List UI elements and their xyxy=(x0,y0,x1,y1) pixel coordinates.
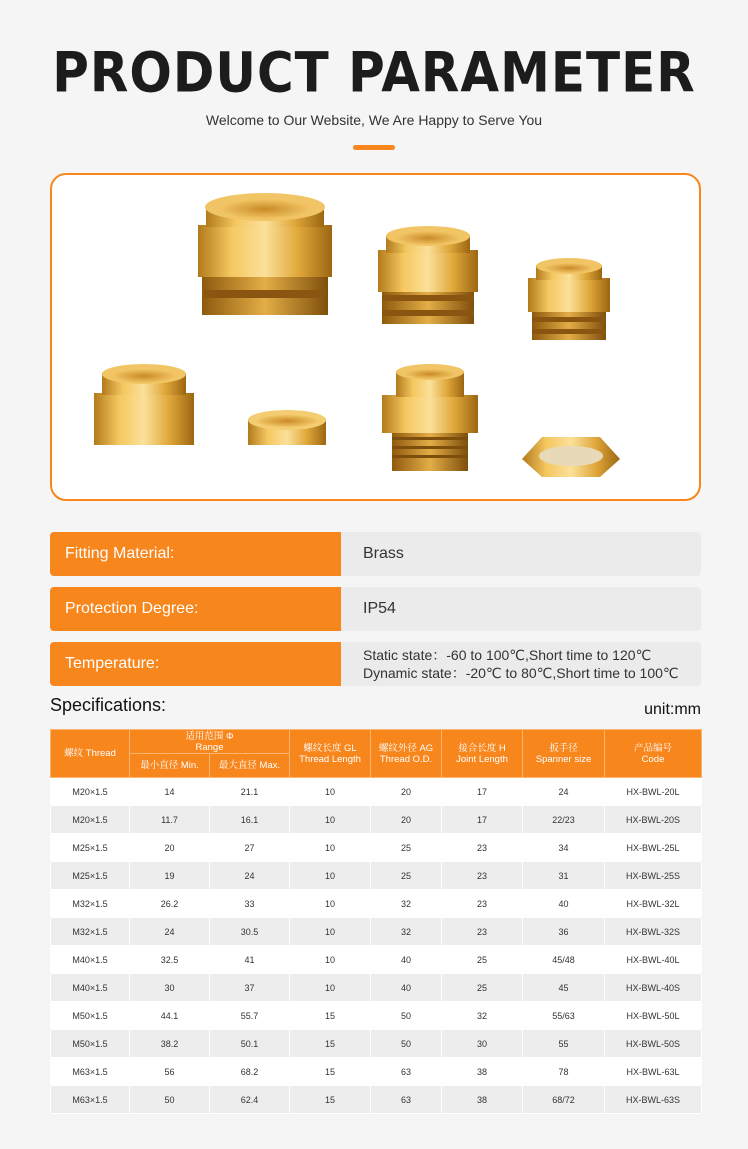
cell-spanner-size: 55/63 xyxy=(523,1002,605,1030)
param-row-temperature xyxy=(50,642,701,686)
cell-thread-od: 32 xyxy=(371,890,442,918)
cell-thread: M40×1.5 xyxy=(51,946,130,974)
cell-thread: M20×1.5 xyxy=(51,806,130,834)
param-value: Brass xyxy=(341,532,701,576)
cell-spanner-size: 24 xyxy=(523,778,605,806)
table-row xyxy=(51,834,702,862)
cell-max: 24 xyxy=(210,862,290,890)
cell-spanner-size: 68/72 xyxy=(523,1086,605,1114)
cell-code: HX-BWL-25S xyxy=(605,862,702,890)
cell-code: HX-BWL-40L xyxy=(605,946,702,974)
cell-thread: M20×1.5 xyxy=(51,778,130,806)
cell-joint-length: 38 xyxy=(442,1058,523,1086)
header-thread-od xyxy=(371,730,442,778)
header-range-en: Range xyxy=(195,741,224,753)
cell-thread: M63×1.5 xyxy=(51,1086,130,1114)
cell-thread: M32×1.5 xyxy=(51,918,130,946)
cell-thread-od: 32 xyxy=(371,918,442,946)
param-label: Fitting Material: xyxy=(50,532,341,576)
header-code xyxy=(605,730,702,778)
cell-spanner-size: 55 xyxy=(523,1030,605,1058)
cell-spanner-size: 34 xyxy=(523,834,605,862)
header-h-en: Joint Length xyxy=(456,753,508,765)
cell-thread-od: 63 xyxy=(371,1058,442,1086)
cell-spanner-size: 22/23 xyxy=(523,806,605,834)
header-gl-en: Thread Length xyxy=(299,753,361,765)
cell-min: 38.2 xyxy=(130,1030,210,1058)
cap-nut-icon xyxy=(94,364,194,445)
cell-thread-od: 25 xyxy=(371,862,442,890)
header-sp-en: Spanner size xyxy=(535,753,592,765)
cell-thread-od: 63 xyxy=(371,1086,442,1114)
cell-joint-length: 38 xyxy=(442,1086,523,1114)
cell-thread: M25×1.5 xyxy=(51,834,130,862)
header-h-cn: 接合长度 H xyxy=(458,742,506,754)
large-gland-icon xyxy=(198,193,332,315)
param-value-line-1: Static state：-60 to 100℃,Short time to 120℃ xyxy=(363,647,652,663)
cell-spanner-size: 45/48 xyxy=(523,946,605,974)
param-value: IP54 xyxy=(341,587,701,631)
header-thread: 螺纹 Thread xyxy=(51,730,130,778)
cell-min: 20 xyxy=(130,834,210,862)
table-row xyxy=(51,918,702,946)
cell-max: 55.7 xyxy=(210,1002,290,1030)
cell-max: 41 xyxy=(210,946,290,974)
table-row xyxy=(51,1086,702,1114)
cell-joint-length: 23 xyxy=(442,890,523,918)
cell-thread: M50×1.5 xyxy=(51,1030,130,1058)
cell-code: HX-BWL-63S xyxy=(605,1086,702,1114)
cell-min: 44.1 xyxy=(130,1002,210,1030)
specifications-table xyxy=(50,729,702,1114)
seal-ring-icon xyxy=(248,410,326,445)
cell-joint-length: 25 xyxy=(442,946,523,974)
header-joint-length xyxy=(442,730,523,778)
table-row xyxy=(51,946,702,974)
cell-code: HX-BWL-32S xyxy=(605,918,702,946)
cell-thread-length: 10 xyxy=(290,806,371,834)
table-row xyxy=(51,974,702,1002)
cell-min: 11.7 xyxy=(130,806,210,834)
header-sp-cn: 扳手径 xyxy=(549,742,578,754)
table-row xyxy=(51,1058,702,1086)
cell-spanner-size: 45 xyxy=(523,974,605,1002)
cell-spanner-size: 40 xyxy=(523,890,605,918)
table-row xyxy=(51,1030,702,1058)
cell-min: 19 xyxy=(130,862,210,890)
cell-min: 14 xyxy=(130,778,210,806)
cell-thread-length: 15 xyxy=(290,1002,371,1030)
header-code-cn: 产品编号 xyxy=(634,742,673,754)
cell-max: 30.5 xyxy=(210,918,290,946)
cell-thread-length: 15 xyxy=(290,1030,371,1058)
header-code-en: Code xyxy=(641,753,665,765)
header-min: 最小直径 Min. xyxy=(130,754,210,778)
table-row xyxy=(51,862,702,890)
header-ag-cn: 螺纹外径 AG xyxy=(378,742,434,754)
cell-min: 30 xyxy=(130,974,210,1002)
cell-spanner-size: 31 xyxy=(523,862,605,890)
cell-thread-od: 20 xyxy=(371,778,442,806)
cell-min: 26.2 xyxy=(130,890,210,918)
cell-thread-length: 10 xyxy=(290,974,371,1002)
cell-thread: M50×1.5 xyxy=(51,1002,130,1030)
cell-max: 21.1 xyxy=(210,778,290,806)
small-gland-icon xyxy=(528,258,610,340)
cell-max: 68.2 xyxy=(210,1058,290,1086)
header-gl-cn: 螺纹长度 GL xyxy=(303,742,357,754)
header-max: 最大直径 Max. xyxy=(210,754,290,778)
cell-spanner-size: 78 xyxy=(523,1058,605,1086)
table-row xyxy=(51,806,702,834)
header-spanner-size xyxy=(523,730,605,778)
param-value xyxy=(341,642,701,686)
cell-max: 33 xyxy=(210,890,290,918)
cell-code: HX-BWL-50L xyxy=(605,1002,702,1030)
param-label: Temperature: xyxy=(50,642,341,686)
cell-max: 37 xyxy=(210,974,290,1002)
cell-min: 32.5 xyxy=(130,946,210,974)
cell-code: HX-BWL-20S xyxy=(605,806,702,834)
product-photo xyxy=(50,173,701,501)
cell-max: 62.4 xyxy=(210,1086,290,1114)
cell-joint-length: 23 xyxy=(442,834,523,862)
cell-thread: M63×1.5 xyxy=(51,1058,130,1086)
cell-thread-od: 40 xyxy=(371,974,442,1002)
cell-thread-length: 10 xyxy=(290,890,371,918)
cell-max: 27 xyxy=(210,834,290,862)
cell-thread-length: 10 xyxy=(290,946,371,974)
cell-joint-length: 17 xyxy=(442,778,523,806)
cell-joint-length: 32 xyxy=(442,1002,523,1030)
header-range xyxy=(130,730,290,754)
header-thread-length xyxy=(290,730,371,778)
cell-spanner-size: 36 xyxy=(523,918,605,946)
table-row xyxy=(51,1002,702,1030)
header-ag-en: Thread O.D. xyxy=(379,753,433,765)
cell-thread-od: 25 xyxy=(371,834,442,862)
cell-thread-od: 20 xyxy=(371,806,442,834)
cell-min: 24 xyxy=(130,918,210,946)
cell-max: 16.1 xyxy=(210,806,290,834)
gland-body-icon xyxy=(382,364,478,471)
cell-thread-od: 40 xyxy=(371,946,442,974)
param-value-line-2: Dynamic state：-20℃ to 80℃,Short time to 100℃ xyxy=(363,665,679,681)
brass-cable-gland-illustration xyxy=(52,175,701,501)
cell-thread-length: 10 xyxy=(290,862,371,890)
medium-gland-icon xyxy=(378,226,478,324)
cell-thread-length: 15 xyxy=(290,1086,371,1114)
cell-joint-length: 23 xyxy=(442,862,523,890)
table-row xyxy=(51,890,702,918)
cell-code: HX-BWL-20L xyxy=(605,778,702,806)
cell-thread-length: 10 xyxy=(290,918,371,946)
cell-thread-od: 50 xyxy=(371,1030,442,1058)
cell-thread: M32×1.5 xyxy=(51,890,130,918)
page-title: PRODUCT PARAMETER xyxy=(52,41,696,105)
unit-label: unit:mm xyxy=(644,701,701,718)
accent-divider xyxy=(353,145,395,150)
param-label: Protection Degree: xyxy=(50,587,341,631)
page-subtitle: Welcome to Our Website, We Are Happy to Serve You xyxy=(205,112,543,128)
cell-joint-length: 17 xyxy=(442,806,523,834)
cell-thread-length: 10 xyxy=(290,778,371,806)
param-row-material xyxy=(50,532,701,576)
cell-min: 50 xyxy=(130,1086,210,1114)
cell-max: 50.1 xyxy=(210,1030,290,1058)
cell-code: HX-BWL-63L xyxy=(605,1058,702,1086)
specifications-title: Specifications: xyxy=(50,695,167,715)
lock-nut-icon xyxy=(522,437,620,477)
cell-code: HX-BWL-32L xyxy=(605,890,702,918)
cell-code: HX-BWL-25L xyxy=(605,834,702,862)
cell-joint-length: 30 xyxy=(442,1030,523,1058)
cell-thread-od: 50 xyxy=(371,1002,442,1030)
cell-thread: M40×1.5 xyxy=(51,974,130,1002)
cell-thread-length: 15 xyxy=(290,1058,371,1086)
specifications-table-body xyxy=(51,778,702,1114)
cell-thread: M25×1.5 xyxy=(51,862,130,890)
cell-joint-length: 25 xyxy=(442,974,523,1002)
cell-joint-length: 23 xyxy=(442,918,523,946)
cell-min: 56 xyxy=(130,1058,210,1086)
table-row xyxy=(51,778,702,806)
cell-thread-length: 10 xyxy=(290,834,371,862)
cell-code: HX-BWL-40S xyxy=(605,974,702,1002)
cell-code: HX-BWL-50S xyxy=(605,1030,702,1058)
header-range-cn: 适用范围 Φ xyxy=(185,730,234,742)
param-row-protection xyxy=(50,587,701,631)
